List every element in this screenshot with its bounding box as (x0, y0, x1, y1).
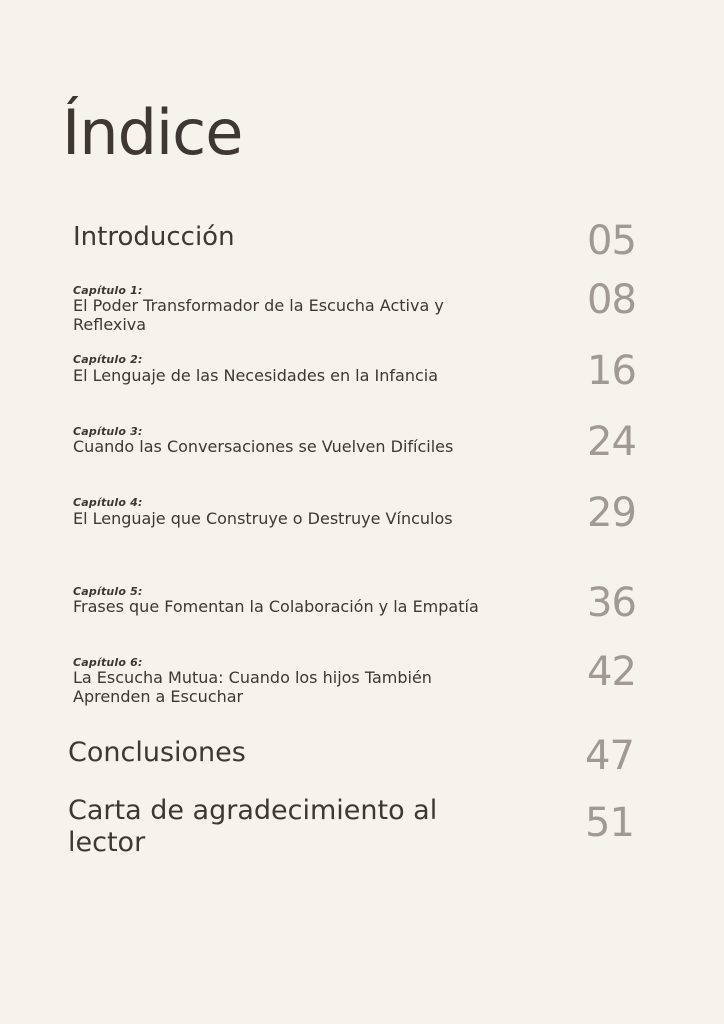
toc-entry-title: El Lenguaje de las Necesidades en la Infancia (73, 366, 438, 385)
toc-page-number: 47 (585, 733, 634, 779)
chapter-label: Capítulo 6: (73, 656, 143, 669)
toc-page-number: 16 (587, 348, 636, 394)
toc-entry-title: Introducción (73, 222, 235, 252)
toc-page-number: 51 (585, 800, 634, 846)
toc-entry-title: El Lenguaje que Construye o Destruye Vínculos (73, 509, 453, 528)
toc-page-number: 29 (587, 490, 636, 536)
toc-page-number: 36 (587, 580, 636, 626)
toc-entry-title: El Poder Transformador de la Escucha Activa y Reflexiva (73, 296, 444, 334)
chapter-label: Capítulo 2: (73, 353, 143, 366)
chapter-label: Capítulo 1: (73, 284, 143, 297)
toc-entry-title: La Escucha Mutua: Cuando los hijos También Aprenden a Escuchar (73, 668, 432, 706)
toc-entry-title: Frases que Fomentan la Colaboración y la Empatía (73, 597, 479, 616)
toc-entry-title: Carta de agradecimiento al lector (68, 795, 438, 858)
page-title: Índice (62, 96, 243, 169)
chapter-label: Capítulo 3: (73, 425, 143, 438)
toc-entry-title: Conclusiones (68, 737, 246, 768)
toc-page-number: 24 (587, 419, 636, 465)
toc-page-number: 05 (587, 218, 636, 264)
toc-entry-title: Cuando las Conversaciones se Vuelven Difíciles (73, 437, 454, 456)
toc-page-number: 08 (587, 277, 636, 323)
chapter-label: Capítulo 4: (73, 496, 143, 509)
toc-page-number: 42 (587, 649, 636, 695)
chapter-label: Capítulo 5: (73, 585, 143, 598)
